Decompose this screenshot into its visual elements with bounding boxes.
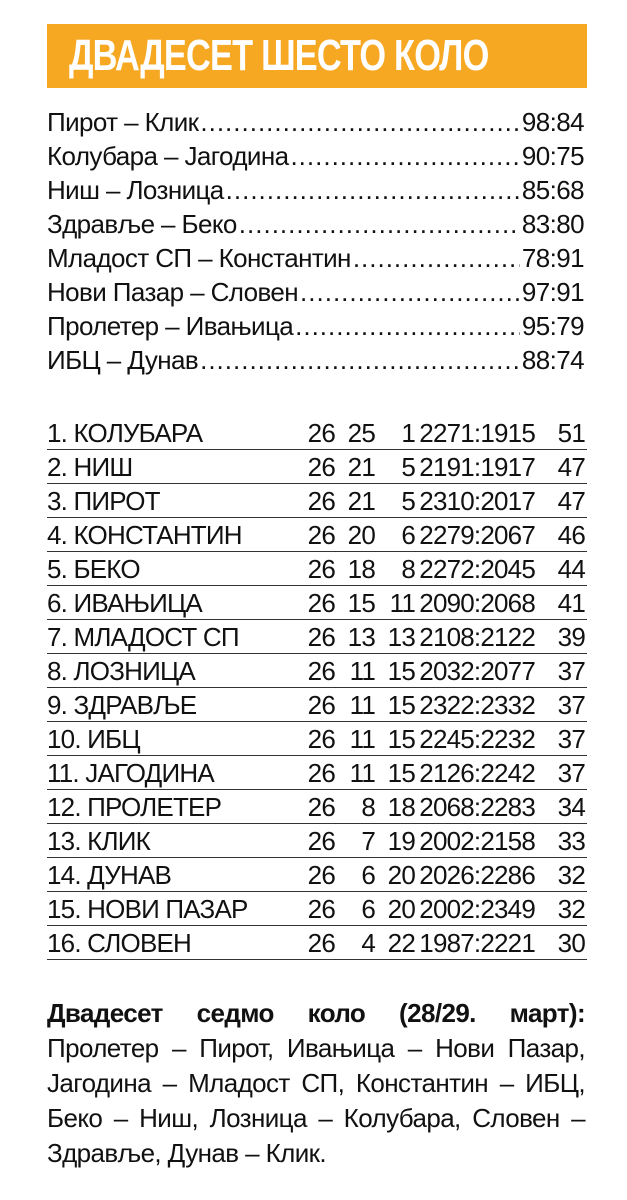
standing-team: 13. КЛИК [47,826,151,856]
standing-played: 26 [307,452,335,482]
result-row [47,139,584,173]
table-row [47,654,587,688]
standing-points: 37 [557,758,585,788]
standing-team: 3. ПИРОТ [47,486,160,516]
standing-played: 26 [307,622,335,652]
standing-score: 2068:2283 [419,792,535,822]
standing-team: 9. ЗДРАВЉЕ [47,690,197,720]
table-row [47,484,587,518]
standing-won: 7 [361,826,375,856]
dot-leader [200,105,520,139]
result-match: Здравље – Беко [47,209,237,239]
result-row [47,309,584,343]
standing-won: 11 [349,690,375,720]
round-header [47,24,587,88]
standing-team: 15. НОВИ ПАЗАР [47,894,248,924]
standing-score: 2090:2068 [419,588,535,618]
standing-score: 2032:2077 [419,656,535,686]
result-row [47,241,584,275]
standing-played: 26 [307,928,335,958]
result-row [47,105,584,139]
standings-table [47,416,587,960]
result-score: 88:74 [521,345,584,375]
standing-team: 10. ИБЦ [47,724,140,754]
standing-played: 26 [307,520,335,550]
standing-score: 1987:2221 [419,928,535,958]
standing-score: 2271:1915 [419,418,535,448]
result-row [47,343,584,377]
table-row [47,552,587,586]
standing-played: 26 [307,724,335,754]
standing-won: 15 [347,588,375,618]
result-match: ИБЦ – Дунав [47,345,199,375]
standing-played: 26 [307,554,335,584]
dot-leader [226,173,520,207]
table-row [47,722,587,756]
standing-won: 11 [349,758,375,788]
standing-score: 2310:2017 [419,486,535,516]
standing-won: 6 [361,860,375,890]
standing-won: 21 [347,486,375,516]
standing-score: 2322:2332 [419,690,535,720]
standing-lost: 13 [387,622,415,652]
result-row [47,207,584,241]
standing-score: 2108:2122 [419,622,535,652]
standing-points: 47 [557,452,585,482]
standing-lost: 20 [387,894,415,924]
standing-won: 25 [347,418,375,448]
standing-points: 46 [557,520,585,550]
result-score: 95:79 [521,311,584,341]
dot-leader [239,207,520,241]
table-row [47,858,587,892]
standing-score: 2279:2067 [419,520,535,550]
table-row [47,620,587,654]
next-round-paragraph [47,996,585,1171]
standing-points: 30 [557,928,585,958]
standing-played: 26 [307,758,335,788]
dot-leader [353,241,520,275]
standing-won: 18 [347,554,375,584]
table-row [47,756,587,790]
standing-played: 26 [307,588,335,618]
standing-won: 6 [361,894,375,924]
standing-lost: 18 [387,792,415,822]
next-round-heading: Двадесет седмо коло (28/29. март): [47,998,585,1028]
standing-played: 26 [307,690,335,720]
standing-team: 1. КОЛУБАРА [47,418,203,448]
standing-score: 2245:2232 [419,724,535,754]
standing-lost: 19 [387,826,415,856]
result-match: Нови Пазар – Словен [47,277,299,307]
standing-team: 16. СЛОВЕН [47,928,192,958]
standing-team: 2. НИШ [47,452,133,482]
table-row [47,790,587,824]
standing-lost: 6 [401,520,415,550]
round-title: ДВАДЕСЕТ ШЕСТО КОЛО [69,31,489,80]
result-row [47,275,584,309]
standing-lost: 15 [387,656,415,686]
standing-score: 2272:2045 [419,554,535,584]
result-score: 97:91 [521,277,584,307]
table-row [47,824,587,858]
table-row [47,450,587,484]
results-list [47,105,584,377]
standing-team: 12. ПРОЛЕТЕР [47,792,222,822]
standing-points: 32 [557,860,585,890]
dot-leader [300,275,520,309]
standing-lost: 22 [387,928,415,958]
standing-lost: 15 [387,758,415,788]
standing-team: 14. ДУНАВ [47,860,172,890]
result-score: 83:80 [521,209,584,239]
result-match: Пирот – Клик [47,107,199,137]
standing-won: 21 [347,452,375,482]
result-score: 78:91 [521,243,584,273]
standing-score: 2126:2242 [419,758,535,788]
standing-won: 4 [361,928,375,958]
table-row [47,688,587,722]
standing-points: 34 [557,792,585,822]
standing-points: 37 [557,690,585,720]
standing-points: 41 [557,588,585,618]
standing-lost: 11 [389,588,415,618]
standing-points: 37 [557,656,585,686]
standing-score: 2191:1917 [419,452,535,482]
standing-won: 13 [347,622,375,652]
standing-points: 44 [557,554,585,584]
standing-won: 11 [349,724,375,754]
standing-played: 26 [307,418,335,448]
dot-leader [290,139,519,173]
table-row [47,416,587,450]
table-row [47,926,587,960]
table-row [47,586,587,620]
standing-team: 7. МЛАДОСТ СП [47,622,239,652]
standing-lost: 8 [401,554,415,584]
standing-points: 39 [557,622,585,652]
standing-team: 4. КОНСТАНТИН [47,520,242,550]
standing-score: 2026:2286 [419,860,535,890]
standing-played: 26 [307,826,335,856]
standing-played: 26 [307,656,335,686]
table-row [47,892,587,926]
standing-won: 11 [349,656,375,686]
standing-points: 51 [557,418,585,448]
standing-points: 47 [557,486,585,516]
next-round-fixtures: Пролетер – Пирот, Ивањица – Нови Пазар, Јагодина – Младост СП, Константин – ИБЦ, Беко – Ниш, Лозница – Колубара, Словен – Здравље, Дунав – Клик. [47,1033,585,1168]
result-score: 90:75 [521,141,584,171]
standing-lost: 15 [387,724,415,754]
result-match: Ниш – Лозница [47,175,224,205]
result-score: 98:84 [521,107,584,137]
standing-points: 32 [557,894,585,924]
standing-played: 26 [307,792,335,822]
standing-lost: 5 [401,486,415,516]
standing-lost: 15 [387,690,415,720]
standing-score: 2002:2158 [419,826,535,856]
standing-lost: 5 [401,452,415,482]
standing-points: 37 [557,724,585,754]
standing-played: 26 [307,860,335,890]
result-match: Колубара – Јагодина [47,141,289,171]
standing-team: 6. ИВАЊИЦА [47,588,202,618]
dot-leader [295,309,520,343]
standing-team: 8. ЛОЗНИЦА [47,656,195,686]
standing-lost: 20 [387,860,415,890]
standing-won: 8 [361,792,375,822]
table-row [47,518,587,552]
standing-played: 26 [307,486,335,516]
standing-played: 26 [307,894,335,924]
standing-lost: 1 [401,418,415,448]
dot-leader [200,343,520,377]
standing-team: 11. ЈАГОДИНА [47,758,214,788]
result-row [47,173,584,207]
standing-score: 2002:2349 [419,894,535,924]
result-match: Пролетер – Ивањица [47,311,294,341]
standing-points: 33 [557,826,585,856]
result-match: Младост СП – Константин [47,243,351,273]
standing-team: 5. БЕКО [47,554,140,584]
result-score: 85:68 [521,175,584,205]
standing-won: 20 [347,520,375,550]
